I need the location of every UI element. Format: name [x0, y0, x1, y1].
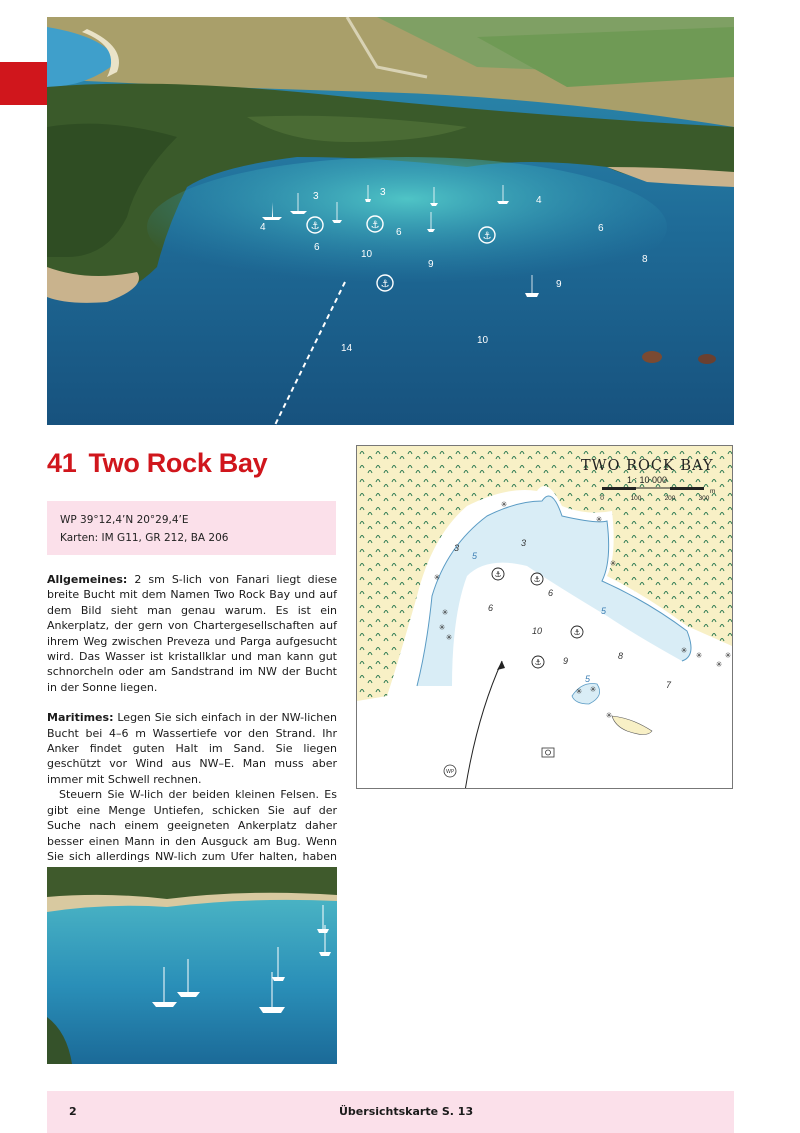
- chart-scale: 1 : 10 000: [627, 475, 668, 485]
- general-paragraph: [47, 572, 337, 695]
- svg-text:✳: ✳: [589, 685, 597, 694]
- chart-title: TWO ROCK BAY: [581, 458, 714, 474]
- photo-depth-label: 6: [314, 242, 320, 253]
- svg-text:✳: ✳: [724, 651, 732, 660]
- photo-depth-label: 3: [380, 187, 386, 198]
- info-box: [47, 501, 336, 555]
- svg-text:✳: ✳: [595, 515, 603, 524]
- svg-text:✳: ✳: [695, 651, 703, 660]
- chart-depth: 8: [618, 651, 624, 661]
- chart-depth: 6: [548, 588, 554, 598]
- scale-unit: m: [710, 488, 716, 495]
- svg-text:✳: ✳: [575, 687, 583, 696]
- general-body: 2 sm S-lich von Fanari liegt diese breite Bucht mit dem Namen Two Rock Bay und auf dem Bild sieht man genau warum. Es ist ein Ankerplatz, der gern von Chartergesellschaften auf ihrem Weg zwischen Preveza und Parga aufgesucht wird. Das Wasser ist kristallklar und man kann gut schnorcheln oder am Sandstrand im NW der Bucht in der Sonne liegen.: [47, 573, 337, 694]
- photo-depth-label: 10: [477, 335, 489, 346]
- scale-tick: 0: [600, 495, 604, 502]
- scale-tick: 300: [698, 495, 710, 502]
- svg-text:✳: ✳: [445, 633, 453, 642]
- svg-text:⚓: ⚓: [534, 658, 542, 667]
- svg-text:✳: ✳: [715, 660, 723, 669]
- svg-text:✳: ✳: [438, 623, 446, 632]
- photo-depth-label: 3: [313, 191, 319, 202]
- maritime-heading: Maritimes:: [47, 711, 114, 725]
- svg-text:✳: ✳: [609, 559, 617, 568]
- chart-depth: 3: [521, 538, 527, 548]
- svg-text:✳: ✳: [680, 646, 688, 655]
- photo-depth-label: 10: [361, 249, 373, 260]
- photo-depth-label: 9: [556, 279, 562, 290]
- photo-depth-label: 9: [428, 259, 434, 270]
- chart-depth: 3: [454, 543, 460, 553]
- svg-text:⚓: ⚓: [494, 570, 502, 579]
- waypoint-marker: WP: [446, 769, 454, 775]
- photo-depth-label: 4: [260, 222, 266, 233]
- overview-map-reference: Übersichtskarte S. 13: [339, 1105, 474, 1118]
- description-text: [47, 572, 337, 895]
- nautical-chart: [356, 445, 733, 789]
- anchorage-name: Two Rock Bay: [88, 448, 268, 478]
- photo-depth-label: 6: [598, 223, 604, 234]
- svg-text:⚓: ⚓: [310, 221, 320, 232]
- chart-depth: 10: [532, 626, 543, 636]
- page-number: 2: [69, 1105, 77, 1118]
- scale-tick: 200: [664, 495, 676, 502]
- maritime-body: Legen Sie sich einfach in der NW-lichen Bucht bei 4–6 m Wassertiefe vor den Strand. Ihr Anker findet guten Halt im Sand. Sie liegen geschützt vor Wind aus NW–E. Man muss aber immer mit Schwell rechnen.: [47, 711, 338, 786]
- svg-text:✳: ✳: [605, 711, 613, 720]
- photo-depth-label: 6: [396, 227, 402, 238]
- maritime-paragraph: [47, 710, 337, 787]
- chart-depth: 5: [585, 674, 591, 684]
- waypoint-coordinates: WP 39°12,4’N 20°29,4’E: [60, 514, 189, 526]
- svg-text:⚓: ⚓: [573, 628, 581, 637]
- chart-depth: 6: [488, 603, 494, 613]
- page-footer: [47, 1091, 734, 1133]
- chart-depth: 7: [666, 680, 672, 690]
- svg-text:✳: ✳: [441, 608, 449, 617]
- aerial-photo-top: [47, 17, 734, 425]
- chart-depth: 5: [472, 551, 478, 561]
- chart-depth: 5: [601, 606, 607, 616]
- general-heading: Allgemeines:: [47, 573, 128, 586]
- maritime-paragraph-2: Steuern Sie W-lich der beiden kleinen Felsen. Es gibt eine Menge Untiefen, schicken Sie auf der Suche nach einem geeigneten Ankerplatz daher besser einen Mann in den Ausguck am Bug. Wenn Sie sich allerdings NW-lich zum Ufer halten, haben: [47, 788, 337, 863]
- svg-text:⚓: ⚓: [370, 220, 380, 231]
- svg-text:⚓: ⚓: [533, 575, 541, 584]
- scale-tick: 100: [630, 495, 642, 502]
- svg-text:✳: ✳: [433, 573, 441, 582]
- photo-depth-label: 14: [341, 343, 353, 354]
- svg-text:✳: ✳: [500, 500, 508, 509]
- bay-photo-bottom: [47, 867, 337, 1064]
- chart-depth: 9: [563, 656, 569, 666]
- chart-references: Karten: IM G11, GR 212, BA 206: [60, 532, 229, 544]
- red-edge-tab: [0, 62, 47, 105]
- svg-text:⚓: ⚓: [380, 279, 390, 290]
- page-title: [47, 448, 267, 479]
- photo-depth-label: 4: [536, 195, 542, 206]
- photo-depth-label: 8: [642, 254, 648, 265]
- svg-text:⚓: ⚓: [482, 231, 492, 242]
- anchorage-number: 41: [47, 448, 77, 478]
